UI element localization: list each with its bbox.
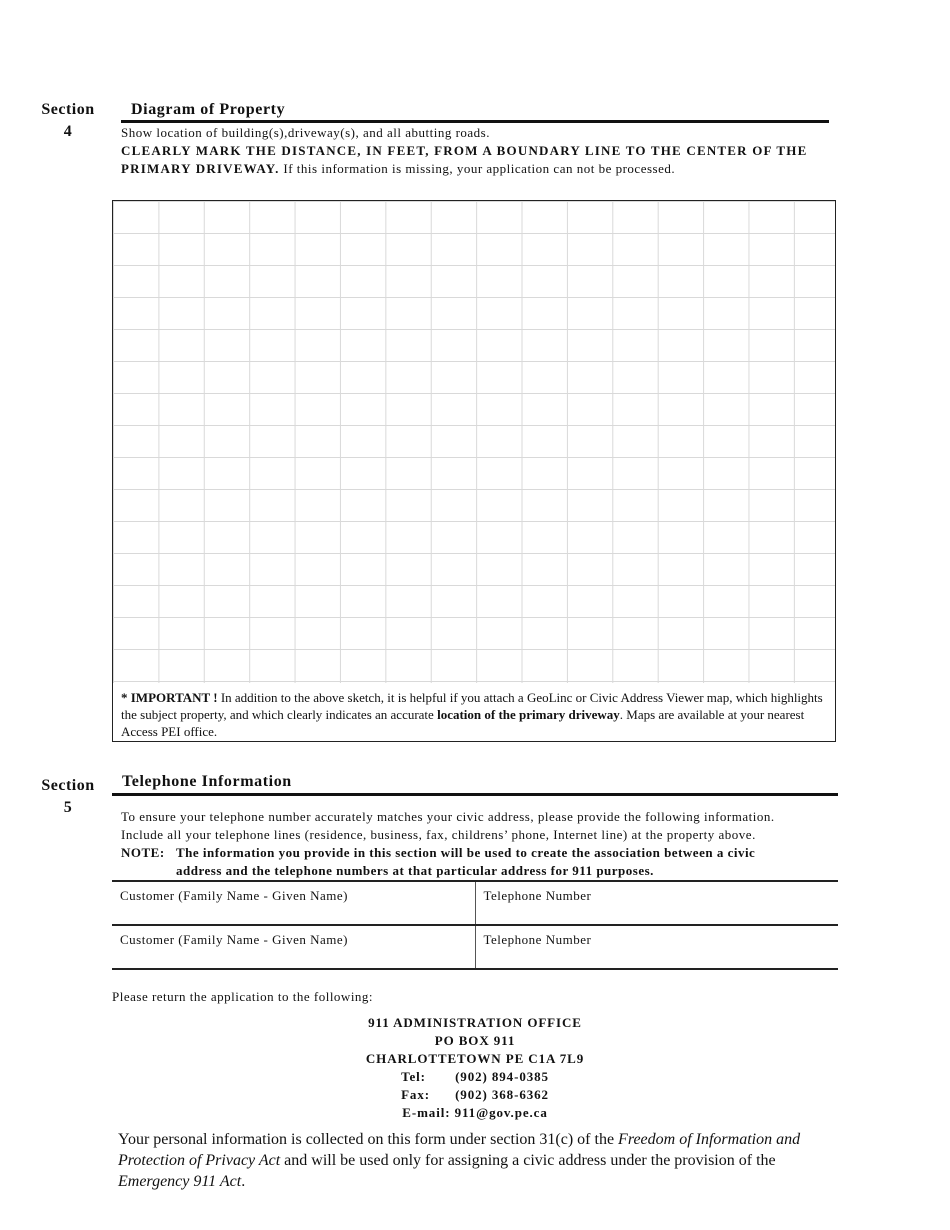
property-diagram-box[interactable] — [112, 200, 836, 742]
return-address — [0, 1014, 950, 1122]
telephone-table — [112, 880, 838, 970]
city-postal: CHARLOTTETOWN PE C1A 7L9 — [365, 1051, 585, 1066]
telephone-number-field[interactable]: Telephone Number — [475, 926, 839, 968]
section-4-label — [36, 99, 100, 143]
instruction-line: To ensure your telephone number accurately matches your civic address, please provide the following information. — [121, 809, 775, 824]
tel-label: Tel: — [401, 1069, 426, 1084]
email-line: E-mail: 911@gov.pe.ca — [402, 1105, 548, 1120]
note-text: The information you provide in this section will be used to create the association between a civic — [176, 845, 756, 860]
fax-number: (902) 368-6362 — [455, 1087, 549, 1102]
table-row — [112, 882, 838, 926]
office-name: 911 ADMINISTRATION OFFICE — [368, 1015, 582, 1030]
table-row — [112, 926, 838, 970]
important-text: In addition to the above sketch, it is helpful if you attach a GeoLinc or Civic Address Viewer map, which highlights the subject property, and which clearly indicates an accurate — [121, 690, 823, 722]
important-text-end: . Maps are available at your nearest Access PEI office. — [121, 707, 805, 739]
note-text-cont: address and the telephone numbers at that particular address for 911 purposes. — [176, 863, 654, 878]
privacy-statement — [118, 1129, 830, 1192]
fax-label: Fax: — [401, 1087, 430, 1102]
missing-info-warning: If this information is missing, your application can not be processed. — [279, 161, 676, 176]
tel-line — [0, 1068, 950, 1086]
return-instruction: Please return the application to the following: — [112, 989, 374, 1004]
instruction-line: Show location of building(s),driveway(s), and all abutting roads. — [121, 125, 490, 140]
privacy-text: and will be used only for assigning a civic address under the provision of the — [280, 1152, 776, 1169]
privacy-text: Your personal information is collected on this form under section 31(c) of the — [118, 1131, 619, 1148]
tel-number: (902) 894-0385 — [455, 1069, 549, 1084]
important-driveway: location of the primary driveway — [437, 707, 620, 722]
important-label: * IMPORTANT ! — [121, 690, 218, 705]
sketch-grid[interactable] — [113, 201, 835, 683]
section-5-rule — [112, 793, 838, 796]
section-5-title: Telephone Information — [122, 773, 292, 790]
distance-emphasis: CLEARLY MARK THE DISTANCE, IN FEET, FROM A BOUNDARY LINE TO THE CENTER OF THE PRIMARY DRIVEWAY. — [121, 143, 808, 176]
customer-name-field[interactable]: Customer (Family Name - Given Name) — [120, 932, 348, 947]
foipp-act: Freedom of Information and Protection of Privacy Act — [118, 1131, 801, 1169]
section-4-instructions — [121, 124, 837, 178]
section-4-rule — [121, 120, 829, 123]
note-label: NOTE: — [121, 845, 165, 860]
section-5-instructions — [121, 808, 841, 880]
fax-line — [0, 1086, 950, 1104]
section-label-number: 5 — [63, 799, 73, 816]
section-label-number: 4 — [63, 123, 73, 140]
note — [121, 844, 841, 862]
po-box: PO BOX 911 — [434, 1033, 516, 1048]
section-label-word: Section — [41, 101, 95, 118]
important-note — [121, 689, 825, 740]
section-4-title: Diagram of Property — [131, 101, 286, 118]
privacy-text-end: . — [241, 1173, 246, 1190]
section-label-word: Section — [41, 777, 95, 794]
customer-name-field[interactable]: Customer (Family Name - Given Name) — [120, 888, 348, 903]
telephone-number-field[interactable]: Telephone Number — [475, 882, 839, 924]
instruction-line: Include all your telephone lines (residence, business, fax, childrens’ phone, Internet line) at the property above. — [121, 827, 756, 842]
emergency-911-act: Emergency 911 Act — [118, 1173, 242, 1190]
section-5-label — [36, 775, 100, 819]
